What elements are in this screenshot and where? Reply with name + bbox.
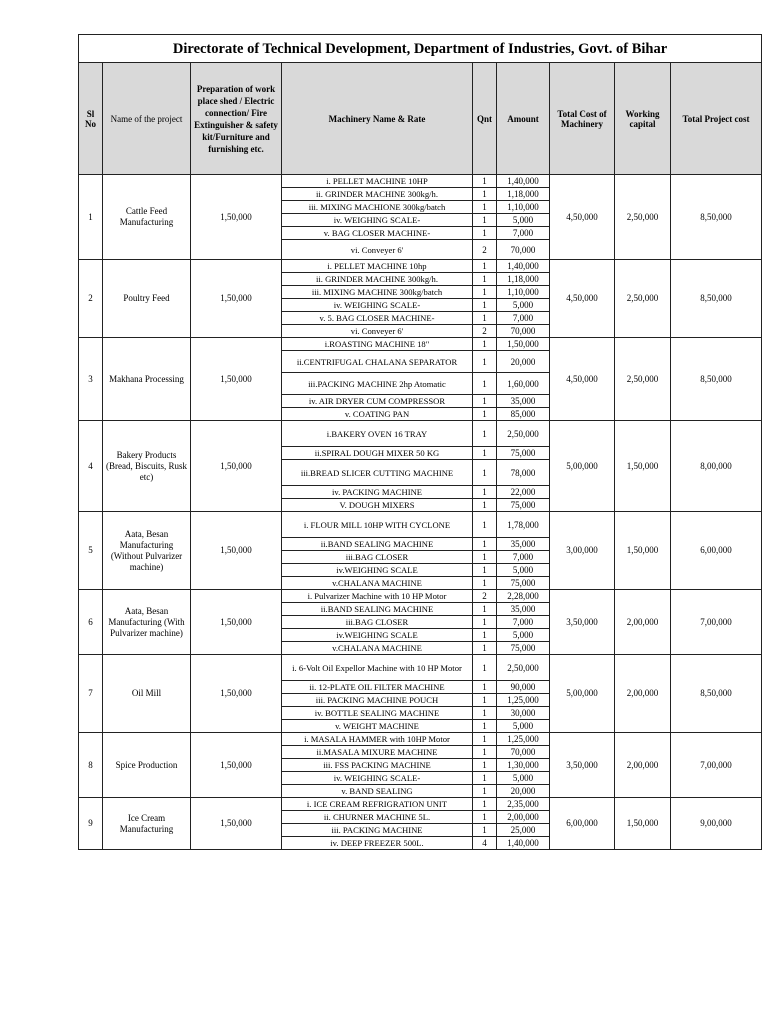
machine-name: v. WEIGHT MACHINE — [282, 720, 473, 733]
machine-amount: 1,10,000 — [497, 201, 550, 214]
sl-no: 5 — [79, 512, 103, 590]
machine-name: iii. MIXING MACHINE 300kg/batch — [282, 286, 473, 299]
working-capital: 2,50,000 — [615, 175, 671, 260]
machine-name: iii.BAG CLOSER — [282, 616, 473, 629]
preparation-cost: 1,50,000 — [191, 733, 282, 798]
machine-amount: 7,000 — [497, 227, 550, 240]
machine-qnt: 1 — [473, 214, 497, 227]
machine-amount: 1,50,000 — [497, 338, 550, 351]
machine-qnt: 1 — [473, 811, 497, 824]
total-machinery-cost: 3,50,000 — [550, 590, 615, 655]
machine-name: iii.PACKING MACHINE 2hp Atomatic — [282, 373, 473, 395]
machine-qnt: 1 — [473, 772, 497, 785]
project-name: Bakery Products (Bread, Biscuits, Rusk etc) — [103, 421, 191, 512]
sl-no: 1 — [79, 175, 103, 260]
machine-qnt: 1 — [473, 188, 497, 201]
machine-amount: 70,000 — [497, 325, 550, 338]
machine-qnt: 1 — [473, 629, 497, 642]
preparation-cost: 1,50,000 — [191, 512, 282, 590]
machine-amount: 1,60,000 — [497, 373, 550, 395]
header-row — [79, 63, 762, 175]
table-row — [79, 175, 762, 188]
machine-qnt: 1 — [473, 499, 497, 512]
machine-name: vi. Conveyer 6' — [282, 240, 473, 260]
total-machinery-cost: 3,00,000 — [550, 512, 615, 590]
sl-no: 8 — [79, 733, 103, 798]
machine-amount: 85,000 — [497, 408, 550, 421]
machine-amount: 30,000 — [497, 707, 550, 720]
total-project-cost: 7,00,000 — [671, 733, 762, 798]
sl-no: 3 — [79, 338, 103, 421]
machine-amount: 5,000 — [497, 772, 550, 785]
machine-amount: 5,000 — [497, 214, 550, 227]
machine-qnt: 1 — [473, 733, 497, 746]
table-row — [79, 655, 762, 681]
working-capital: 1,50,000 — [615, 512, 671, 590]
machine-qnt: 1 — [473, 421, 497, 447]
machine-qnt: 1 — [473, 785, 497, 798]
machine-name: ii.BAND SEALING MACHINE — [282, 603, 473, 616]
project-name: Cattle Feed Manufacturing — [103, 175, 191, 260]
project-name: Aata, Besan Manufacturing (With Pulvarizer machine) — [103, 590, 191, 655]
machine-name: iv.WEIGHING SCALE — [282, 629, 473, 642]
machine-name: ii.MASALA MIXURE MACHINE — [282, 746, 473, 759]
project-name: Spice Production — [103, 733, 191, 798]
header-machinery: Machinery Name & Rate — [282, 63, 473, 175]
machine-name: ii. 12-PLATE OIL FILTER MACHINE — [282, 681, 473, 694]
working-capital: 1,50,000 — [615, 798, 671, 850]
working-capital: 2,50,000 — [615, 338, 671, 421]
total-project-cost: 8,50,000 — [671, 260, 762, 338]
machine-amount: 2,28,000 — [497, 590, 550, 603]
machine-amount: 20,000 — [497, 785, 550, 798]
total-project-cost: 8,50,000 — [671, 655, 762, 733]
machine-name: i. Pulvarizer Machine with 10 HP Motor — [282, 590, 473, 603]
machine-amount: 75,000 — [497, 499, 550, 512]
machine-qnt: 1 — [473, 798, 497, 811]
machine-qnt: 1 — [473, 512, 497, 538]
machine-name: iv. WEIGHING SCALE- — [282, 214, 473, 227]
machine-name: i. PELLET MACHINE 10HP — [282, 175, 473, 188]
machine-qnt: 1 — [473, 273, 497, 286]
sl-no: 4 — [79, 421, 103, 512]
machine-qnt: 1 — [473, 408, 497, 421]
machine-name: ii.BAND SEALING MACHINE — [282, 538, 473, 551]
machine-qnt: 2 — [473, 240, 497, 260]
machine-name: i. FLOUR MILL 10HP WITH CYCLONE — [282, 512, 473, 538]
total-machinery-cost: 5,00,000 — [550, 421, 615, 512]
total-project-cost: 9,00,000 — [671, 798, 762, 850]
total-machinery-cost: 5,00,000 — [550, 655, 615, 733]
machine-amount: 2,35,000 — [497, 798, 550, 811]
machine-qnt: 1 — [473, 616, 497, 629]
table-row — [79, 260, 762, 273]
machine-name: i. 6-Volt Oil Expellor Machine with 10 HP Motor — [282, 655, 473, 681]
machine-amount: 1,10,000 — [497, 286, 550, 299]
machine-name: v. COATING PAN — [282, 408, 473, 421]
project-name: Aata, Besan Manufacturing (Without Pulvarizer machine) — [103, 512, 191, 590]
header-preparation: Preparation of work place shed / Electric connection/ Fire Extinguisher & safety kit/Furniture and furnishing etc. — [191, 63, 282, 175]
machine-qnt: 1 — [473, 286, 497, 299]
total-machinery-cost: 4,50,000 — [550, 260, 615, 338]
machine-name: i.ROASTING MACHINE 18" — [282, 338, 473, 351]
machine-amount: 5,000 — [497, 564, 550, 577]
machine-qnt: 1 — [473, 759, 497, 772]
total-machinery-cost: 4,50,000 — [550, 175, 615, 260]
project-name: Makhana Processing — [103, 338, 191, 421]
machine-qnt: 1 — [473, 538, 497, 551]
machine-amount: 2,50,000 — [497, 421, 550, 447]
machine-amount: 5,000 — [497, 299, 550, 312]
machine-amount: 35,000 — [497, 538, 550, 551]
machine-name: v. BAND SEALING — [282, 785, 473, 798]
machine-name: ii. GRINDER MACHINE 300kg/h. — [282, 188, 473, 201]
machine-qnt: 1 — [473, 681, 497, 694]
machine-name: iv. DEEP FREEZER 500L. — [282, 837, 473, 850]
project-name: Ice Cream Manufacturing — [103, 798, 191, 850]
sl-no: 7 — [79, 655, 103, 733]
machine-amount: 1,25,000 — [497, 733, 550, 746]
total-project-cost: 8,00,000 — [671, 421, 762, 512]
machine-name: iv. BOTTLE SEALING MACHINE — [282, 707, 473, 720]
machine-name: iv. WEIGHING SCALE- — [282, 299, 473, 312]
machine-name: iii.BAG CLOSER — [282, 551, 473, 564]
preparation-cost: 1,50,000 — [191, 798, 282, 850]
machine-qnt: 1 — [473, 460, 497, 486]
total-machinery-cost: 4,50,000 — [550, 338, 615, 421]
machine-qnt: 1 — [473, 694, 497, 707]
project-name: Poultry Feed — [103, 260, 191, 338]
machine-qnt: 1 — [473, 338, 497, 351]
machine-qnt: 1 — [473, 720, 497, 733]
total-project-cost: 7,00,000 — [671, 590, 762, 655]
machine-name: ii.SPIRAL DOUGH MIXER 50 KG — [282, 447, 473, 460]
machine-amount: 1,40,000 — [497, 837, 550, 850]
machine-qnt: 1 — [473, 603, 497, 616]
machine-amount: 75,000 — [497, 577, 550, 590]
total-machinery-cost: 6,00,000 — [550, 798, 615, 850]
preparation-cost: 1,50,000 — [191, 338, 282, 421]
total-machinery-cost: 3,50,000 — [550, 733, 615, 798]
machine-name: iii.BREAD SLICER CUTTING MACHINE — [282, 460, 473, 486]
machine-qnt: 1 — [473, 707, 497, 720]
machine-amount: 78,000 — [497, 460, 550, 486]
table-row — [79, 338, 762, 351]
preparation-cost: 1,50,000 — [191, 590, 282, 655]
header-working-capital: Working capital — [615, 63, 671, 175]
machine-amount: 1,18,000 — [497, 188, 550, 201]
machine-qnt: 1 — [473, 201, 497, 214]
machine-name: ii. GRINDER MACHINE 300kg/h. — [282, 273, 473, 286]
header-amount: Amount — [497, 63, 550, 175]
machine-amount: 2,50,000 — [497, 655, 550, 681]
machine-name: vi. Conveyer 6' — [282, 325, 473, 338]
machine-amount: 25,000 — [497, 824, 550, 837]
table-row — [79, 421, 762, 447]
machine-name: v.CHALANA MACHINE — [282, 577, 473, 590]
machine-qnt: 1 — [473, 564, 497, 577]
machine-name: i.BAKERY OVEN 16 TRAY — [282, 421, 473, 447]
machine-amount: 1,25,000 — [497, 694, 550, 707]
machine-qnt: 2 — [473, 590, 497, 603]
project-name: Oil Mill — [103, 655, 191, 733]
machine-amount: 75,000 — [497, 447, 550, 460]
working-capital: 2,50,000 — [615, 260, 671, 338]
total-project-cost: 6,00,000 — [671, 512, 762, 590]
machine-qnt: 1 — [473, 312, 497, 325]
machine-qnt: 4 — [473, 837, 497, 850]
header-total-project: Total Project cost — [671, 63, 762, 175]
machine-qnt: 1 — [473, 642, 497, 655]
machine-amount: 35,000 — [497, 395, 550, 408]
machine-amount: 22,000 — [497, 486, 550, 499]
machine-amount: 7,000 — [497, 616, 550, 629]
machine-name: i. PELLET MACHINE 10hp — [282, 260, 473, 273]
sl-no: 2 — [79, 260, 103, 338]
machine-name: v. BAG CLOSER MACHINE- — [282, 227, 473, 240]
header-sl: Sl No — [79, 63, 103, 175]
machine-qnt: 1 — [473, 746, 497, 759]
machine-qnt: 1 — [473, 655, 497, 681]
machine-amount: 1,30,000 — [497, 759, 550, 772]
machine-amount: 1,78,000 — [497, 512, 550, 538]
table-row — [79, 512, 762, 538]
machine-amount: 1,40,000 — [497, 260, 550, 273]
header-total-machinery: Total Cost of Machinery — [550, 63, 615, 175]
machine-amount: 7,000 — [497, 312, 550, 325]
machine-name: V. DOUGH MIXERS — [282, 499, 473, 512]
machine-amount: 90,000 — [497, 681, 550, 694]
machine-name: v.CHALANA MACHINE — [282, 642, 473, 655]
table-row — [79, 590, 762, 603]
working-capital: 2,00,000 — [615, 655, 671, 733]
header-qnt: Qnt — [473, 63, 497, 175]
machine-qnt: 1 — [473, 577, 497, 590]
machine-qnt: 1 — [473, 395, 497, 408]
preparation-cost: 1,50,000 — [191, 421, 282, 512]
machine-qnt: 1 — [473, 447, 497, 460]
preparation-cost: 1,50,000 — [191, 175, 282, 260]
machine-amount: 20,000 — [497, 351, 550, 373]
table-row — [79, 733, 762, 746]
machine-name: iii. PACKING MACHINE — [282, 824, 473, 837]
machine-name: iv. WEIGHING SCALE- — [282, 772, 473, 785]
machine-qnt: 1 — [473, 551, 497, 564]
machine-amount: 5,000 — [497, 720, 550, 733]
table-row — [79, 798, 762, 811]
preparation-cost: 1,50,000 — [191, 655, 282, 733]
machine-amount: 1,40,000 — [497, 175, 550, 188]
project-cost-table — [78, 34, 762, 850]
machine-qnt: 1 — [473, 824, 497, 837]
machine-name: i. MASALA HAMMER with 10HP Motor — [282, 733, 473, 746]
machine-name: iii. FSS PACKING MACHINE — [282, 759, 473, 772]
total-project-cost: 8,50,000 — [671, 338, 762, 421]
machine-qnt: 1 — [473, 486, 497, 499]
page-title: Directorate of Technical Development, Department of Industries, Govt. of Bihar — [79, 35, 762, 63]
total-project-cost: 8,50,000 — [671, 175, 762, 260]
machine-name: v. 5. BAG CLOSER MACHINE- — [282, 312, 473, 325]
working-capital: 1,50,000 — [615, 421, 671, 512]
machine-name: i. ICE CREAM REFRIGRATION UNIT — [282, 798, 473, 811]
machine-name: iii. MIXING MACHIONE 300kg/batch — [282, 201, 473, 214]
machine-qnt: 2 — [473, 325, 497, 338]
machine-amount: 70,000 — [497, 746, 550, 759]
machine-amount: 5,000 — [497, 629, 550, 642]
header-project-name: Name of the project — [103, 63, 191, 175]
machine-name: iv.WEIGHING SCALE — [282, 564, 473, 577]
working-capital: 2,00,000 — [615, 733, 671, 798]
machine-amount: 1,18,000 — [497, 273, 550, 286]
machine-qnt: 1 — [473, 351, 497, 373]
machine-amount: 75,000 — [497, 642, 550, 655]
preparation-cost: 1,50,000 — [191, 260, 282, 338]
machine-name: iv. AIR DRYER CUM COMPRESSOR — [282, 395, 473, 408]
machine-amount: 7,000 — [497, 551, 550, 564]
machine-amount: 70,000 — [497, 240, 550, 260]
machine-qnt: 1 — [473, 299, 497, 312]
machine-name: ii. CHURNER MACHINE 5L. — [282, 811, 473, 824]
machine-amount: 2,00,000 — [497, 811, 550, 824]
machine-name: ii.CENTRIFUGAL CHALANA SEPARATOR — [282, 351, 473, 373]
machine-qnt: 1 — [473, 260, 497, 273]
machine-name: iv. PACKING MACHINE — [282, 486, 473, 499]
machine-qnt: 1 — [473, 227, 497, 240]
sl-no: 6 — [79, 590, 103, 655]
machine-qnt: 1 — [473, 175, 497, 188]
machine-qnt: 1 — [473, 373, 497, 395]
machine-amount: 35,000 — [497, 603, 550, 616]
machine-name: iii. PACKING MACHINE POUCH — [282, 694, 473, 707]
sl-no: 9 — [79, 798, 103, 850]
working-capital: 2,00,000 — [615, 590, 671, 655]
